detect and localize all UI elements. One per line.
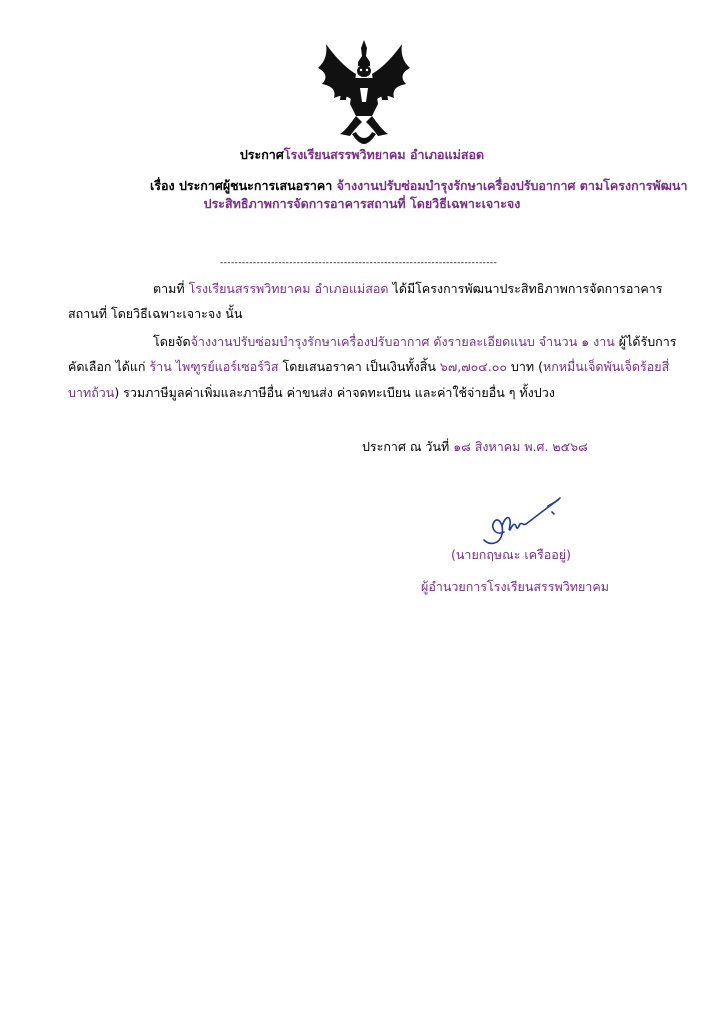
signer-position: ผู้อำนวยการโรงเรียนสรรพวิทยาคม [421,579,609,594]
handwritten-signature [478,492,564,550]
paragraph-2-line-3 [68,384,555,402]
subject-line-1 [150,177,687,195]
p2-amount-words-1: หกหมื่นเจ็ดพันเจ็ดร้อยสี่ [542,359,670,374]
divider-line: ---------------------------------------------------------------------------- [220,258,498,268]
p1-organization: โรงเรียนสรรพวิทยาคม อำเภอแม่สอด [188,281,389,296]
date-label: ประกาศ ณ วันที่ [362,439,454,454]
p1-text-b: ได้มีโครงการพัฒนาประสิทธิภาพการจัดการอาคาร [388,281,663,296]
subject-line-2: ประสิทธิภาพการจัดการอาคารสถานที่ โดยวิธีเฉพาะเจาะจง [203,196,521,211]
announcement-date-line [362,438,588,456]
p1-text-a: ตามที่ [153,281,189,296]
subject-text-1: จ้างงานปรับซ่อมบำรุงรักษาเครื่องปรับอากาศ ตามโครงการพัฒนา [336,178,688,193]
paragraph-1-line-2: สถานที่ โดยวิธีเฉพาะเจาะจง นั้น [68,306,243,321]
p2-amount-words-2: บาทถ้วน [68,385,115,400]
p2-item: จ้างงานปรับซ่อมบำรุงรักษาเครื่องปรับอากาศ ดังรายละเอียดแนบ จำนวน ๑ งาน [190,334,615,349]
p2-text-e: บาท ( [506,359,543,374]
announcement-date: ๑๘ สิงหาคม พ.ศ. ๒๕๖๘ [453,439,588,454]
p2-text-d: โดยเสนอราคา เป็นเงินทั้งสิ้น [278,359,440,374]
subject-label: เรื่อง ประกาศผู้ชนะการเสนอราคา [150,178,337,193]
p2-text-b: ผู้ได้รับการ [614,334,677,349]
p2-amount: ๖๗,๗๐๔.๐๐ [439,359,507,374]
paragraph-1-line-1 [153,280,663,298]
p2-text-a: โดยจัด [153,334,191,349]
title-prefix: ประกาศ [239,147,284,162]
title-organization: โรงเรียนสรรพวิทยาคม อำเภอแม่สอด [283,147,485,162]
signer-name: (นายกฤษณะ เครืออยู่) [451,547,571,562]
paragraph-2-line-1 [153,333,676,351]
announcement-title [0,146,724,164]
p2-vendor: ร้าน ไพฑูรย์แอร์เซอร์วิส [149,359,279,374]
p2-text-c: คัดเลือก ได้แก่ [68,359,150,374]
paragraph-2-line-2 [68,358,669,376]
p2-text-f: ) รวมภาษีมูลค่าเพิ่มและภาษีอื่น ค่าขนส่ง ค่าจดทะเบียน และค่าใช้จ่ายอื่น ๆ ทั้งปวง [114,385,555,400]
garuda-emblem-icon [316,38,412,146]
